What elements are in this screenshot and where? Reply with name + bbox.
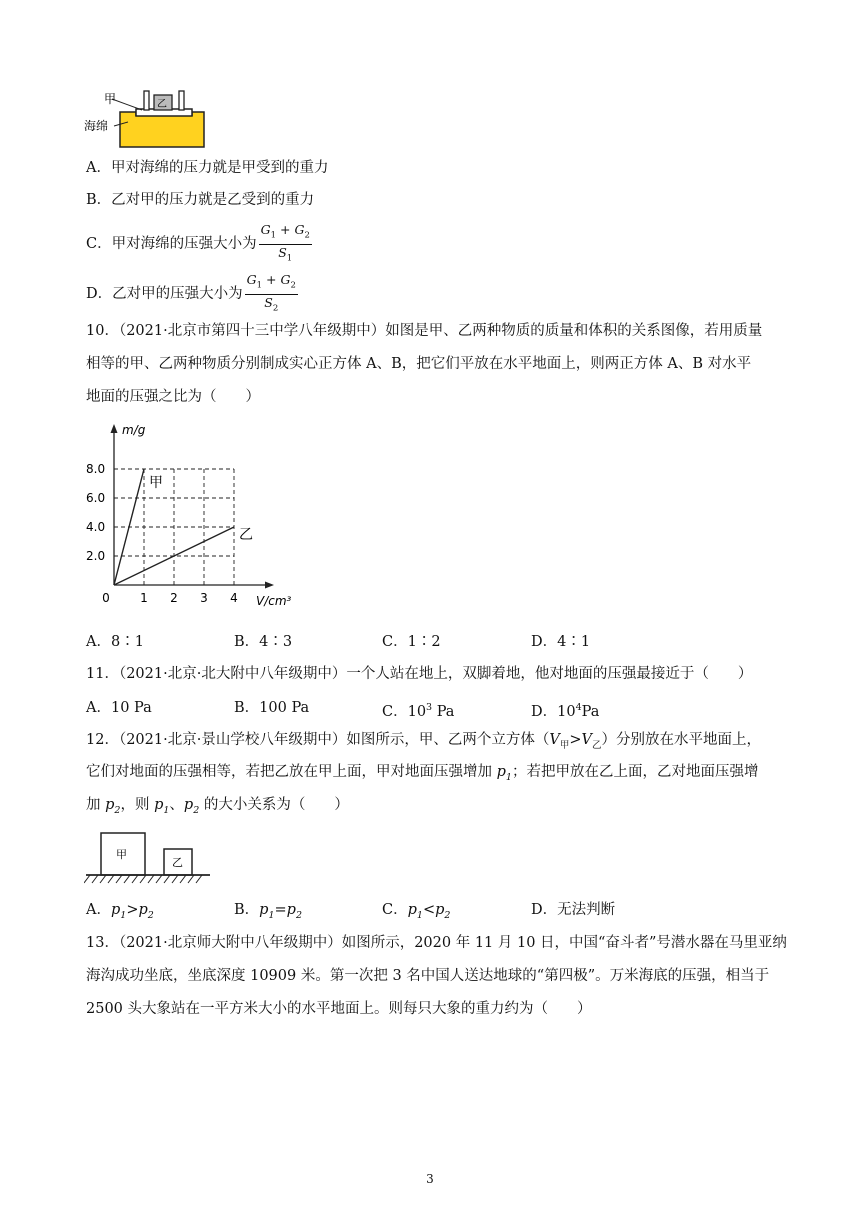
q12-option-b[interactable]: B．$p_1=p_2$ xyxy=(234,902,302,921)
q11-option-c[interactable]: C．$10^3$ Pa xyxy=(382,702,455,720)
ground-hatch xyxy=(188,875,194,883)
y-tick-label: 2.0 xyxy=(86,549,106,563)
q10-option-b[interactable]: B．4∶3 xyxy=(234,634,293,650)
q12-line-1: 12．（2021·北京·景山学校八年级期中）如图所示，甲、乙两个立方体$(V_甲>V_乙)$分别放在水平地面上， xyxy=(86,732,761,751)
cube-label-yi: 乙 xyxy=(172,856,183,869)
ground-hatch xyxy=(140,875,146,883)
series-label: 甲 xyxy=(149,475,163,491)
q12-option-a[interactable]: A．$p_1>p_2$ xyxy=(86,902,154,921)
label-yi: 乙 xyxy=(157,99,167,110)
q13-line-2: 海沟成功坐底，坐底深度 10909 米。第一次把 3 名中国人送达地球的“第四极”。万米海底的压强，相当于 xyxy=(86,968,770,984)
series-label: 乙 xyxy=(239,527,253,543)
ground-hatch xyxy=(196,875,202,883)
ground-hatch xyxy=(124,875,130,883)
formula-d: $\frac{G_1 + G_2}{S_2}$ xyxy=(246,272,296,313)
ground-hatch xyxy=(180,875,186,883)
x-tick-label: 1 xyxy=(140,591,148,605)
mass-volume-chart xyxy=(84,420,314,620)
q9-option-d[interactable]: D．乙对甲的压强大小为 $\frac{G_1 + G_2}{S_2}$ xyxy=(86,272,298,316)
q10-line-3: 地面的压强之比为（ ） xyxy=(86,389,260,405)
x-tick-label: 4 xyxy=(230,591,238,605)
q10-option-c[interactable]: C．1∶2 xyxy=(382,634,441,650)
q13-line-3: 2500 头大象站在一平方米大小的水平地面上。则每只大象的重力约为（ ） xyxy=(86,1001,592,1017)
q12-line-3: 加 $p_2$，则 $p_1$、$p_2$ 的大小关系为（ ） xyxy=(86,797,349,816)
cube-label-jia: 甲 xyxy=(116,848,127,861)
q10-line-1: 10．（2021·北京市第四十三中学八年级期中）如图是甲、乙两种物质的质量和体积的关系图像，若用质量 xyxy=(86,323,763,339)
label-sponge: 海绵 xyxy=(84,119,109,133)
q10-line-2: 相等的甲、乙两种物质分别制成实心正方体 A、B，把它们平放在水平地面上，则两正方体 A、B 对水平 xyxy=(86,356,752,372)
q12-option-d[interactable]: D．无法判断 xyxy=(531,902,616,918)
cubes-figure xyxy=(84,828,224,888)
sponge-figure xyxy=(84,84,214,150)
y-tick-label: 8.0 xyxy=(86,462,106,476)
x-tick-label: 3 xyxy=(200,591,208,605)
formula-c: $\frac{G_1 + G_2}{S_1}$ xyxy=(260,222,310,263)
q10-option-d[interactable]: D．4∶1 xyxy=(531,634,591,650)
q9-option-c[interactable]: C．甲对海绵的压强大小为 $\frac{G_1 + G_2}{S_1}$ xyxy=(86,222,312,266)
ground-hatch xyxy=(100,875,106,883)
q12-option-c[interactable]: C．$p_1<p_2$ xyxy=(382,902,451,921)
ground-hatch xyxy=(156,875,162,883)
q11-line-1: 11．（2021·北京·北大附中八年级期中）一个人站在地上，双脚着地，他对地面的压强最接近于（ ） xyxy=(86,666,753,682)
leg-left xyxy=(144,91,149,110)
ground-hatch xyxy=(172,875,178,883)
ground-hatch xyxy=(84,875,90,883)
ground-hatch xyxy=(116,875,122,883)
q11-option-b[interactable]: B．100 Pa xyxy=(234,700,310,716)
q9-option-a[interactable]: A．甲对海绵的压力就是甲受到的重力 xyxy=(86,160,329,176)
q9-option-b[interactable]: B．乙对甲的压力就是乙受到的重力 xyxy=(86,192,315,208)
y-axis-label: m/g xyxy=(122,423,146,437)
q11-option-a[interactable]: A．10 Pa xyxy=(86,700,152,716)
series-line-1 xyxy=(114,469,144,585)
x-tick-label: 2 xyxy=(170,591,178,605)
y-tick-label: 6.0 xyxy=(86,491,106,505)
ground-hatch xyxy=(148,875,154,883)
leg-right xyxy=(179,91,184,110)
ground-hatch xyxy=(108,875,114,883)
label-jia: 甲 xyxy=(104,92,117,106)
x-tick-label: 0 xyxy=(102,591,110,605)
y-axis-arrow xyxy=(111,424,118,433)
x-axis-label: V/cm³ xyxy=(256,594,292,608)
q10-option-a[interactable]: A．8∶1 xyxy=(86,634,144,650)
ground-hatch xyxy=(132,875,138,883)
x-axis-arrow xyxy=(265,582,274,589)
page-number: 3 xyxy=(426,1172,434,1186)
y-tick-label: 4.0 xyxy=(86,520,106,534)
ground-hatch xyxy=(92,875,98,883)
sponge-block xyxy=(120,112,204,147)
q13-line-1: 13．（2021·北京师大附中八年级期中）如图所示，2020 年 11 月 10 日，中国“奋斗者”号潜水器在马里亚纳 xyxy=(86,935,787,951)
q12-line-2: 它们对地面的压强相等，若把乙放在甲上面，甲对地面压强增加 $p_1$；若把甲放在乙上面，乙对地面压强增 xyxy=(86,764,759,783)
ground-hatch xyxy=(164,875,170,883)
q11-option-d[interactable]: D．$10^4Pa$ xyxy=(531,702,600,720)
